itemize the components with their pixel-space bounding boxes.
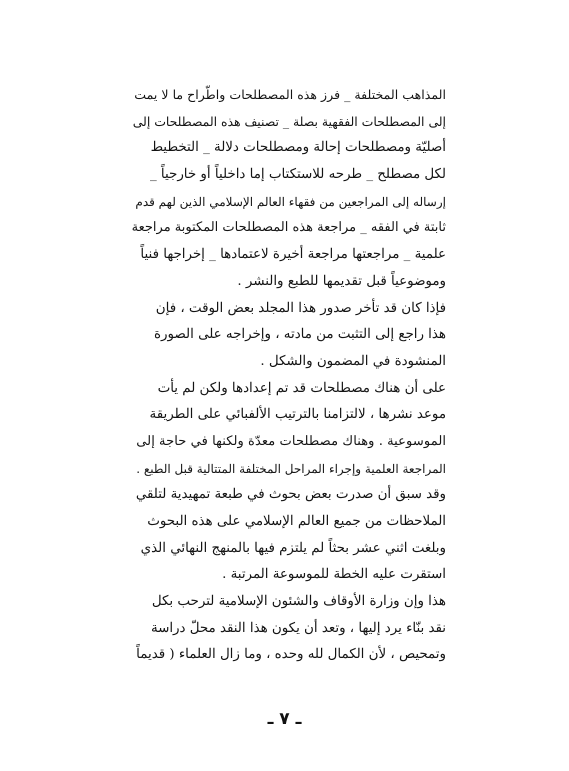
text-line: على أن هناك مصطلحات قد تم إعدادها ولكن لم يأت <box>157 380 446 396</box>
text-line: المنشودة في المضمون والشكل . <box>260 353 446 369</box>
text-line: نقد بنّاء يرد إليها ، وتعد أن يكون هذا النقد محلّ دراسة <box>150 620 446 636</box>
text-line: وقد سبق أن صدرت بعض بحوث في طبعة تمهيدية لتلقي <box>135 487 446 503</box>
body-text <box>132 82 446 669</box>
text-line: علمية _ مراجعتها مراجعة أخيرة لاعتمادها _ إخراجها فنياً <box>140 247 446 263</box>
text-line: إرساله إلى المراجعين من فقهاء العالم الإسلامي الذين لهم قدم <box>135 194 446 209</box>
text-line: فإذا كان قد تأخر صدور هذا المجلد بعض الوقت ، فإن <box>155 300 446 316</box>
text-line: المذاهب المختلفة _ فرز هذه المصطلحات واطّراح ما لا يمت <box>134 87 446 102</box>
text-line: لكل مصطلح _ طرحه للاستكتاب إما داخلياً أو خارجياً _ <box>149 167 446 183</box>
text-line: استقرت عليه الخطة للموسوعة المرتبة . <box>222 567 446 583</box>
text-line: وتمحيص ، لأن الكمال لله وحده ، وما زال العلماء ( قديماً <box>136 647 446 663</box>
text-line: المراجعة العلمية وإجراء المراحل المختلفة المتتالية قبل الطبع . <box>136 461 446 476</box>
page-number: ـ ٧ ـ <box>267 709 302 729</box>
text-line: موعد نشرها ، لالتزامنا بالترتيب الألفبائي على الطريقة <box>149 407 446 423</box>
text-line: إلى المصطلحات الفقهية بصلة _ تصنيف هذه المصطلحات إلى <box>132 113 446 129</box>
text-line: هذا راجع إلى التثبت من مادته ، وإخراجه على الصورة <box>154 327 446 343</box>
text-line: هذا وإن وزارة الأوقاف والشئون الإسلامية لترحب بكل <box>151 594 446 610</box>
text-line: وموضوعياً قبل تقديمها للطبع والنشر . <box>237 273 446 289</box>
text-line: ثابتة في الفقه _ مراجعة هذه المصطلحات المكتوبة مراجعة <box>132 220 446 236</box>
text-line: أصليّة ومصطلحات إحالة ومصطلحات دلالة _ التخطيط <box>150 140 446 156</box>
text-line: الملاحظات من جميع العالم الإسلامي على هذه البحوث <box>147 514 446 529</box>
text-line: وبلغت اثني عشر بحثاً لم يلتزم فيها بالمنهج النهائي الذي <box>140 540 446 556</box>
text-line: الموسوعية . وهناك مصطلحات معدّة ولكنها في حاجة إلى <box>136 433 446 449</box>
